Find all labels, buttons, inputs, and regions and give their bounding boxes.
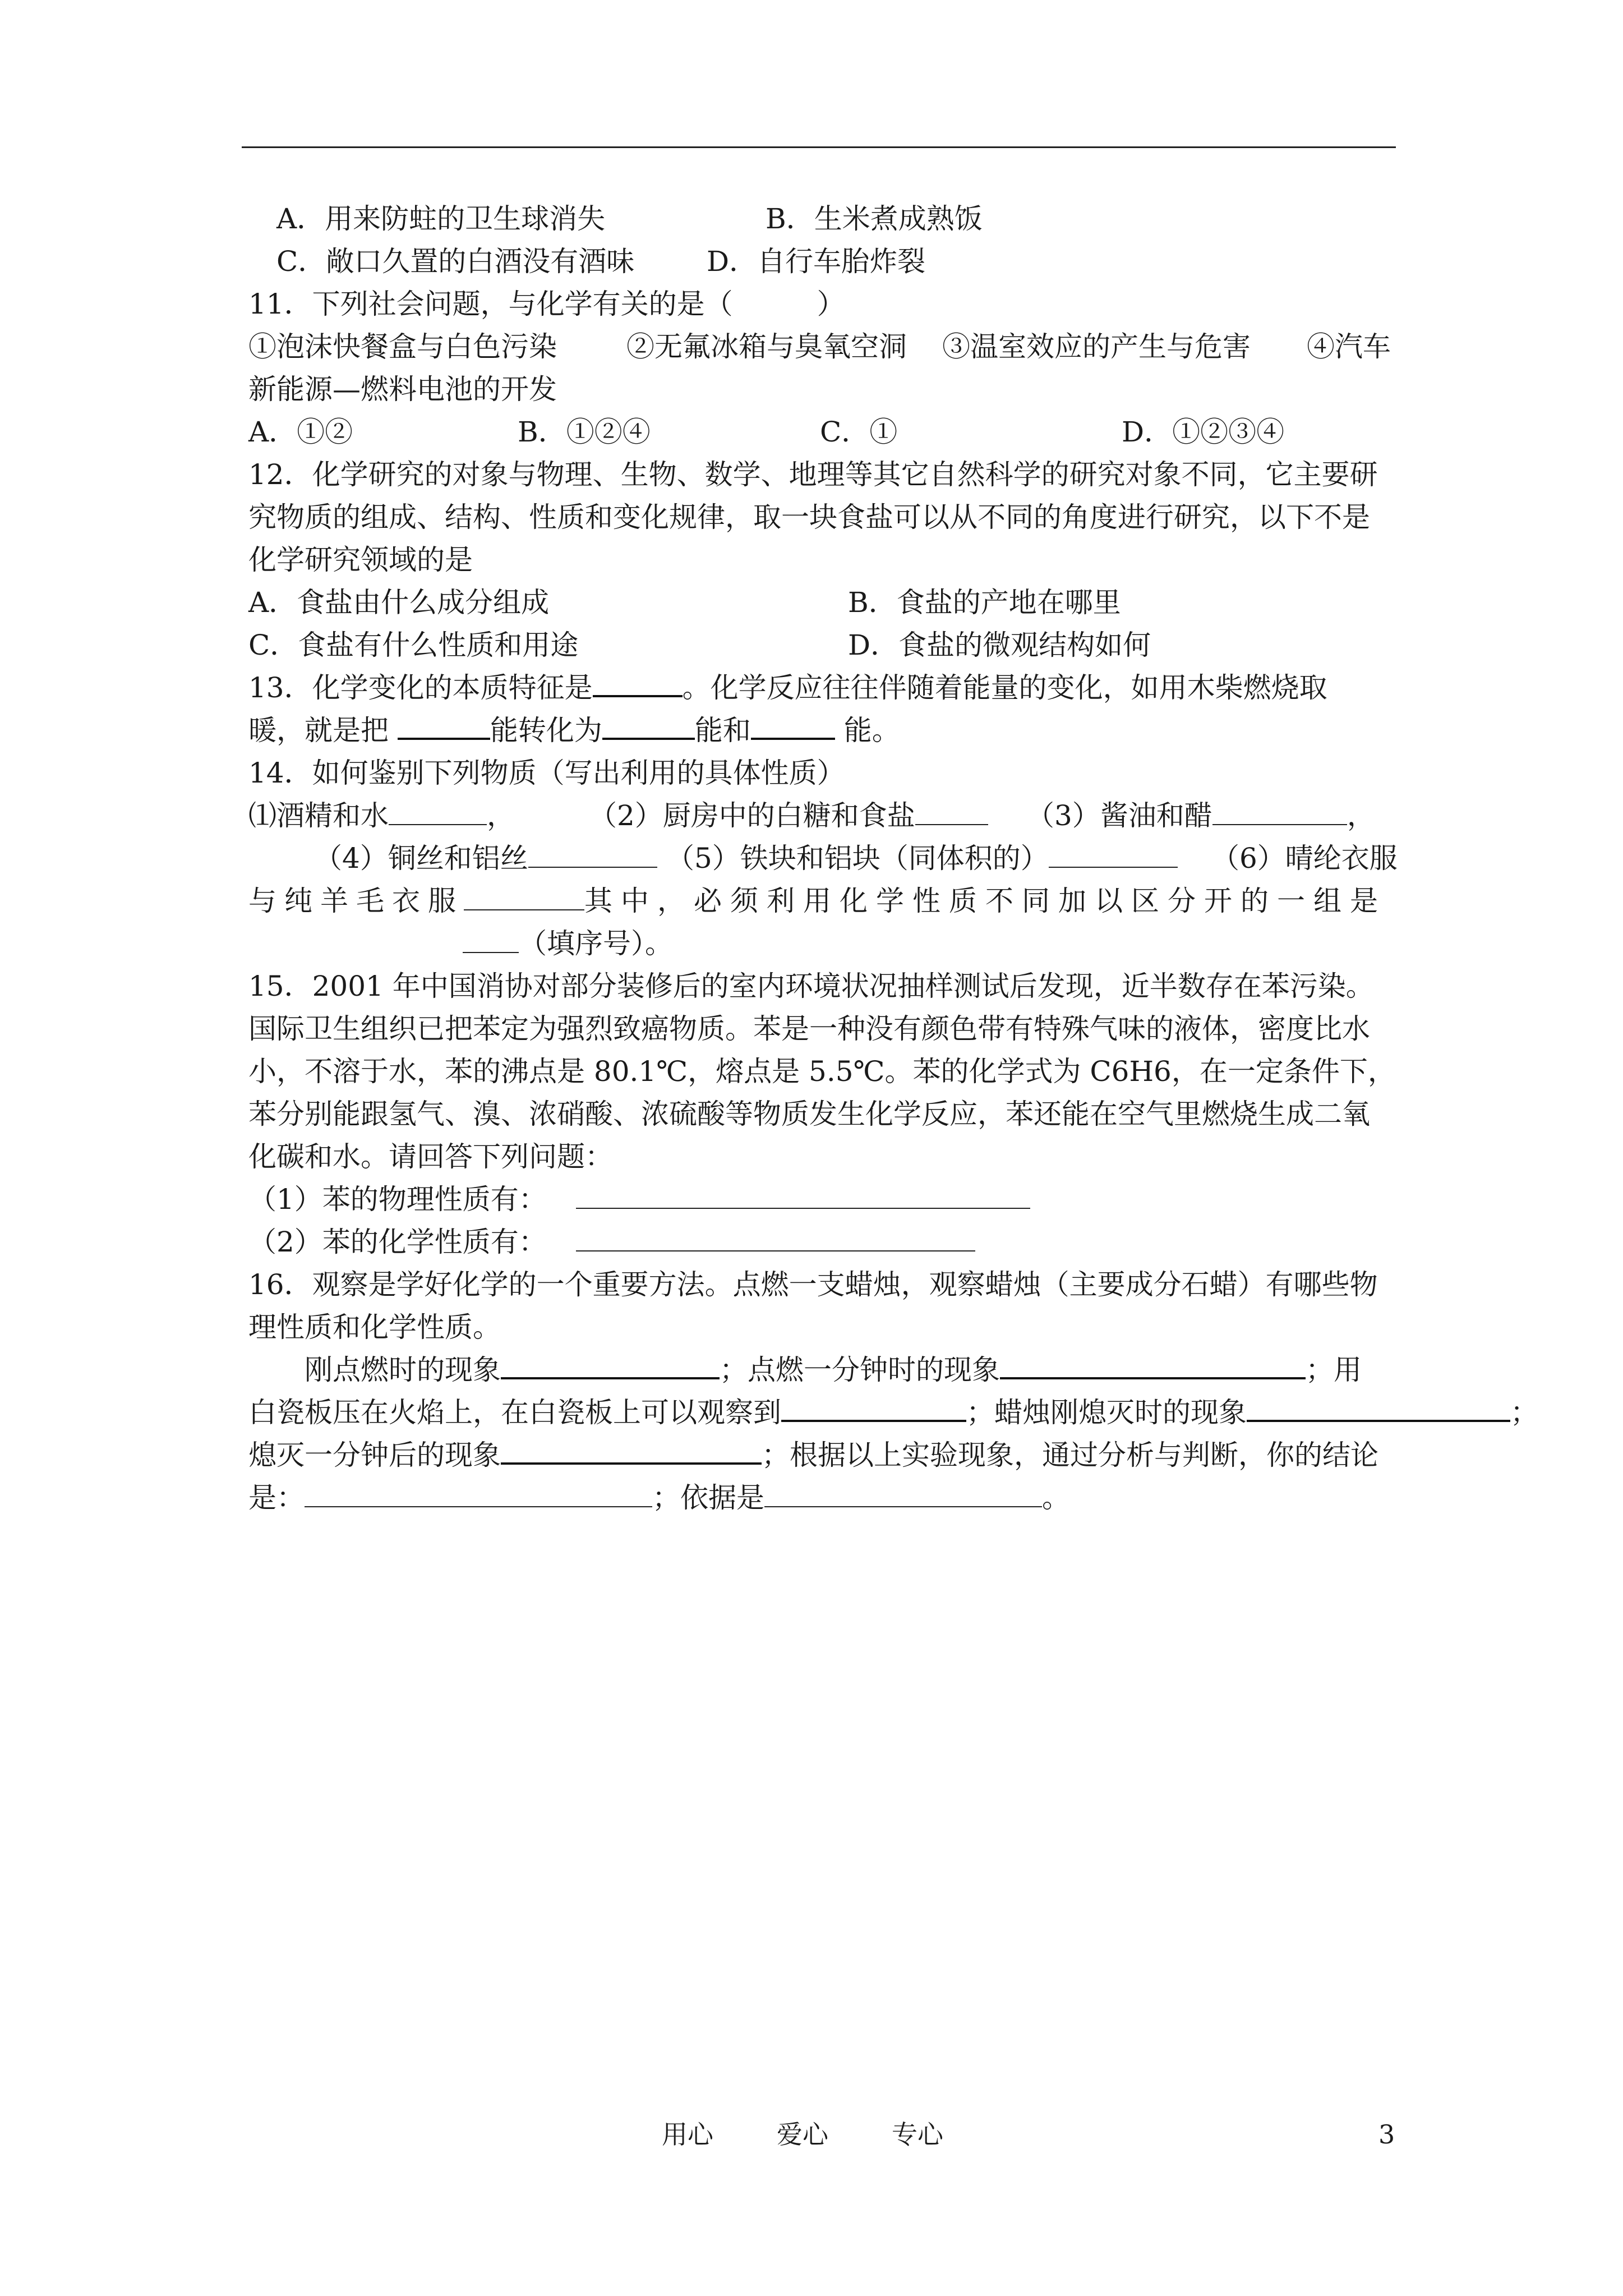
header-rule bbox=[242, 146, 1396, 148]
q16-text-lit: 刚点燃时的现象 bbox=[305, 1354, 501, 1386]
q16-text-plate: 白瓷板压在火焰上，在白瓷板上可以观察到 bbox=[248, 1396, 781, 1429]
footer-motto-1: 用心 bbox=[662, 2119, 713, 2150]
q12-option-b: B．食盐的产地在哪里 bbox=[848, 586, 1121, 619]
q16-text-is: 是： bbox=[248, 1481, 305, 1514]
q15-line-2: 国际卫生组织已把苯定为强烈致癌物质。苯是一种没有颜色带有特殊气味的液体，密度比水 bbox=[248, 1013, 1370, 1045]
q15-line-3: 小，不溶于水，苯的沸点是 80.1℃，熔点是 5.5℃。苯的化学式为 C6H6，在一定条件下， bbox=[248, 1055, 1396, 1088]
q13-text-d: 能转化为 bbox=[490, 714, 602, 747]
q14-blank-2[interactable] bbox=[915, 799, 988, 825]
q13-blank-feature[interactable] bbox=[593, 670, 683, 697]
q15-sub-1 bbox=[248, 1178, 1030, 1221]
q16-text-basis: ；依据是 bbox=[652, 1481, 764, 1514]
q14-blank-3[interactable] bbox=[1212, 799, 1347, 825]
q11-item-3-text: ③温室效应的产生与危害 bbox=[942, 330, 1251, 363]
q12-option-c: C．食盐有什么性质和用途 bbox=[248, 629, 579, 661]
q13-text-c: 暖，就是把 bbox=[248, 714, 398, 747]
q14-part-2-text: （2）厨房中的白糖和食盐 bbox=[589, 799, 915, 832]
q11-item-1: ①泡沫快餐盒与白色污染 bbox=[248, 330, 557, 363]
q10-option-a: A．用来防蛀的卫生球消失 bbox=[276, 203, 606, 235]
q16-line-5 bbox=[248, 1434, 1378, 1476]
q16-blank-extinguish[interactable] bbox=[1247, 1395, 1510, 1422]
q12-option-d: D．食盐的微观结构如何 bbox=[848, 629, 1151, 661]
q16-blank-conclusion[interactable] bbox=[305, 1481, 652, 1507]
q15-line-5: 化碳和水。请回答下列问题： bbox=[248, 1140, 613, 1173]
q16-line-2: 理性质和化学性质。 bbox=[248, 1311, 501, 1343]
q11-option-b: B．①②④ bbox=[518, 416, 651, 448]
q14-part-3-text: （3）酱油和醋 bbox=[1026, 799, 1212, 832]
q13-line-2 bbox=[248, 709, 900, 752]
q11-item-4: ④汽车 bbox=[1307, 330, 1391, 363]
q16-blank-basis[interactable] bbox=[764, 1481, 1042, 1507]
q13-line-1 bbox=[248, 666, 1327, 709]
q13-text-b: 。化学反应往往伴随着能量的变化，如用木柴燃烧取 bbox=[682, 671, 1327, 704]
q14-blank-answer[interactable] bbox=[463, 927, 519, 953]
q10-option-c: C．敞口久置的白酒没有酒味 bbox=[276, 245, 635, 278]
q16-line-1: 16．观察是学好化学的一个重要方法。点燃一支蜡烛，观察蜡烛（主要成分石蜡）有哪些物 bbox=[248, 1268, 1378, 1301]
q15-blank-physical[interactable] bbox=[576, 1183, 1030, 1209]
q14-part-4 bbox=[314, 837, 657, 880]
q16-blank-lit[interactable] bbox=[501, 1352, 720, 1379]
page-number: 3 bbox=[1378, 2119, 1395, 2150]
q14-blank-4[interactable] bbox=[528, 842, 657, 868]
q11-item-4-continued: 新能源—燃料电池的开发 bbox=[248, 373, 557, 406]
q16-blank-plate[interactable] bbox=[781, 1395, 966, 1422]
footer-motto-3: 专心 bbox=[892, 2119, 943, 2150]
q13-blank-energy-3[interactable] bbox=[751, 713, 835, 740]
q14-text-chemical: 其中，必须利用化学性质不同加以区分开的一组是 bbox=[584, 885, 1386, 917]
q11-option-c: C．① bbox=[820, 416, 898, 448]
q15-sub-2 bbox=[248, 1221, 975, 1263]
q14-blank-5[interactable] bbox=[1049, 842, 1178, 868]
q14-text-wool: 与纯羊毛衣服 bbox=[248, 885, 464, 917]
q11-item-3 bbox=[942, 325, 1251, 368]
q16-text-after: 熄灭一分钟后的现象 bbox=[248, 1439, 501, 1471]
q15-line-4: 苯分别能跟氢气、溴、浓硝酸、浓硫酸等物质发生化学反应，苯还能在空气里燃烧生成二氧 bbox=[248, 1098, 1370, 1130]
q13-blank-energy-2[interactable] bbox=[602, 713, 695, 740]
q10-option-b: B．生米煮成熟饭 bbox=[766, 203, 983, 235]
q14-part-6: （6）晴纶衣服 bbox=[1211, 842, 1398, 875]
q14-blank-6[interactable] bbox=[464, 885, 584, 910]
q14-text-fill: （填序号）。 bbox=[519, 927, 673, 960]
q16-text-period: 。 bbox=[1042, 1481, 1070, 1514]
q14-part-5-text: （5）铁块和铝块（同体积的） bbox=[666, 842, 1049, 875]
q13-text-f: 能。 bbox=[834, 714, 900, 747]
q16-text-extinguish: ；蜡烛刚熄灭时的现象 bbox=[966, 1396, 1247, 1429]
q15-line-1: 15．2001 年中国消协对部分装修后的室内环境状况抽样测试后发现，近半数存在苯污染。 bbox=[248, 970, 1374, 1002]
q11-item-2: ②无氟冰箱与臭氧空洞 bbox=[626, 330, 907, 363]
q12-option-a: A．食盐由什么成分组成 bbox=[248, 586, 550, 619]
q14-part-3-end: ， bbox=[1347, 799, 1375, 832]
q11-option-a: A．①② bbox=[248, 416, 353, 448]
q16-line-4 bbox=[248, 1391, 1538, 1434]
q16-text-conclusion: ；根据以上实验现象，通过分析与判断，你的结论 bbox=[762, 1439, 1378, 1471]
footer-motto-2: 爱心 bbox=[777, 2119, 828, 2150]
q11-option-d: D．①②③④ bbox=[1122, 416, 1285, 448]
q16-text-one-min: ；点燃一分钟时的现象 bbox=[720, 1354, 1000, 1386]
q16-blank-after[interactable] bbox=[501, 1438, 762, 1465]
q14-line-3 bbox=[248, 880, 1386, 922]
q10-option-d: D．自行车胎炸裂 bbox=[707, 245, 926, 278]
q16-text-semicolon: ； bbox=[1510, 1396, 1538, 1429]
q14-part-1-end: ， bbox=[487, 799, 515, 832]
q13-blank-energy-1[interactable] bbox=[398, 713, 490, 740]
q16-line-3 bbox=[305, 1349, 1362, 1391]
q14-line-4 bbox=[463, 922, 673, 965]
q14-stem: 14．如何鉴别下列物质（写出利用的具体性质） bbox=[248, 757, 845, 789]
q14-part-2 bbox=[589, 794, 988, 837]
q15-sub-1-text: （1）苯的物理性质有： bbox=[248, 1183, 547, 1216]
q14-part-1 bbox=[248, 794, 515, 837]
q14-part-3 bbox=[1026, 794, 1375, 837]
q15-sub-2-text: （2）苯的化学性质有： bbox=[248, 1226, 547, 1258]
q15-blank-chemical[interactable] bbox=[576, 1226, 975, 1251]
q14-part-1-text: ⑴酒精和水 bbox=[248, 799, 389, 832]
q13-text-a: 13．化学变化的本质特征是 bbox=[248, 671, 593, 704]
q13-text-e: 能和 bbox=[694, 714, 751, 747]
q16-blank-one-min[interactable] bbox=[1000, 1352, 1306, 1379]
q12-line-2: 究物质的组成、结构、性质和变化规律，取一块食盐可以从不同的角度进行研究，以下不是 bbox=[248, 501, 1370, 533]
q16-text-use: ；用 bbox=[1306, 1354, 1362, 1386]
q12-line-1: 12．化学研究的对象与物理、生物、数学、地理等其它自然科学的研究对象不同，它主要研 bbox=[248, 458, 1378, 491]
q14-part-4-text: （4）铜丝和铝丝 bbox=[314, 842, 528, 875]
q11-stem: 11．下列社会问题，与化学有关的是（ ） bbox=[248, 288, 845, 320]
q12-line-3: 化学研究领域的是 bbox=[248, 544, 473, 576]
q14-part-5 bbox=[666, 837, 1178, 880]
q14-blank-1[interactable] bbox=[389, 799, 487, 825]
q16-line-6 bbox=[248, 1476, 1070, 1519]
